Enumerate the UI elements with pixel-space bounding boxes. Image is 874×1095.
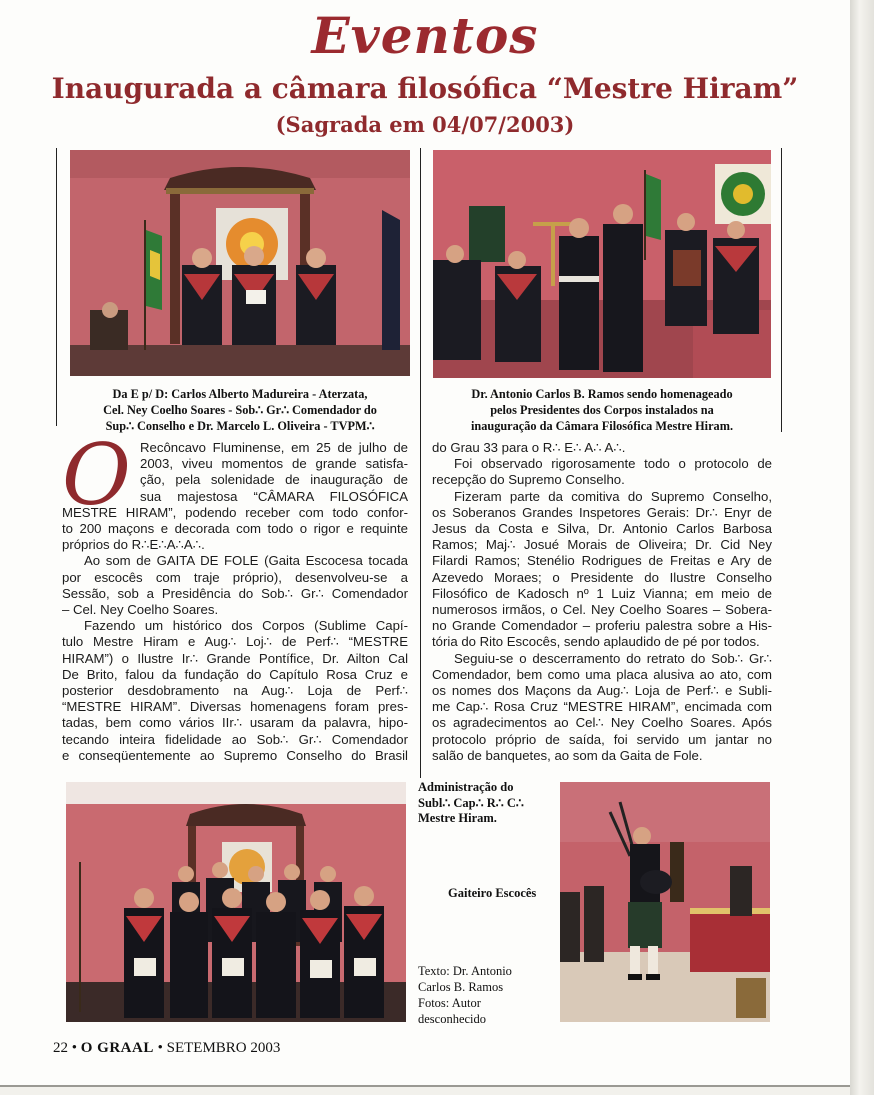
text-line: HIRAM”) o Ilustre Ir∴ Grande Pontífice, Dr. Ailton Cal — [62, 650, 408, 666]
issue-date: SETEMBRO 2003 — [166, 1040, 281, 1056]
text-line: Comendador, bem como uma placa alusiva ao ato, com — [432, 666, 772, 682]
text-line: “MESTRE HIRAM”. Diversas homenagens foram pres- — [62, 699, 408, 715]
text-line: tulo Mestre Hiram e Aug∴ Loj∴ de Perf∴ “MESTRE — [62, 634, 408, 650]
text-line: Filardi Ramos; Stenélio Rodrigues de Freitas e Ary de — [432, 553, 772, 569]
caption-ceremony-dais: Da E p/ D: Carlos Alberto Madureira - Aterzata, Cel. Ney Coelho Soares - Sob∴ Gr∴ Comendador do Sup∴ Conselho e Dr. Marcelo L. Oliveira - TVPM∴ — [103, 387, 377, 433]
text-line: Jesus da Costa e Silva, Dr. Antonio Carlos Barbosa — [432, 521, 772, 537]
text-line: Foi observado rigorosamente todo o protocolo de — [454, 456, 772, 472]
caption-group-administration: Administração do Subl∴ Cap∴ R∴ C∴ Mestre Hiram. — [418, 780, 524, 825]
article-headline: Inaugurada a câmara filosófica “Mestre Hiram” — [51, 72, 799, 105]
text-line: Seguiu-se o descerramento do retrato do Sob∴ Gr∴ — [454, 650, 772, 666]
text-line: e conseqüentemente ao Supremo Conselho do Brasil — [62, 747, 408, 763]
text-line: ção, pela solenidade de inauguração de — [140, 472, 408, 488]
text-line: protocolo próprio de saída, foi servido um jantar no — [432, 731, 772, 747]
article-left-column — [62, 426, 408, 764]
photo-ceremony-dais — [70, 150, 410, 376]
magazine-name: O GRAAL — [80, 1040, 154, 1056]
text-line: os nomes dos Maçons da Aug∴ Loja de Perf∴ e Subli- — [432, 683, 772, 699]
text-line: do Grau 33 para o R∴ E∴ A∴ A∴. — [432, 440, 626, 455]
text-line: numerosos irmãos, o Cel. Ney Coelho Soares – Sobera- — [432, 602, 772, 618]
text-line: – Cel. Ney Coelho Soares. — [62, 602, 219, 618]
column-rule — [420, 148, 421, 778]
text-line: salão de banquetes, ao som da Gaita de Fole. — [432, 747, 703, 763]
text-line: os Soberanos Grandes Inspetores Gerais: Dr∴ Enyr de — [432, 504, 772, 520]
photo-group-administration — [66, 782, 406, 1022]
text-line: por escocês com traje próprio), desenvolveu-se a — [62, 569, 408, 585]
text-line: Fizeram parte da comitiva do Supremo Conselho, — [454, 488, 772, 504]
caption-piper: Gaiteiro Escocês — [448, 886, 537, 900]
text-line: Ramos; Maj∴ Josué Morais de Oliveira; Dr. Cid Ney — [432, 537, 772, 553]
credits-text: Texto: Dr. Antonio Carlos B. Ramos — [418, 964, 512, 994]
drop-cap: O — [62, 426, 131, 524]
credits-photos: Fotos: Autor desconhecido — [418, 996, 487, 1026]
text-line: posterior desdobramento na Aug∴ Loja de Perf∴ — [62, 683, 408, 699]
page-footer — [53, 1040, 280, 1057]
text-line: Recôncavo Fluminense, em 25 de julho de — [140, 440, 408, 455]
text-line: MESTRE HIRAM”, podendo receber com todo confor- — [62, 504, 408, 520]
page-number: 22 — [53, 1040, 68, 1056]
bullet-separator: • — [71, 1040, 81, 1056]
frame-rule — [781, 148, 782, 432]
frame-rule — [56, 148, 57, 426]
caption-honoree: Dr. Antonio Carlos B. Ramos sendo homenageado pelos Presidentes dos Corpos instalados na inauguração da Câmara Filosófica Mestre Hiram. — [470, 387, 734, 433]
text-line: Azevedo Moraes; o Presidente do Ilustre Conselho — [432, 569, 772, 585]
text-line: recepção do Supremo Conselho. — [432, 472, 625, 488]
text-line: Fazendo um histórico dos Corpos (Sublime Capí- — [84, 618, 408, 634]
article-right-column — [432, 440, 772, 764]
text-line: no Grande Comendador – proferiu palestra sobre a His- — [432, 618, 772, 634]
text-line: tadas, bem como vários IIr∴ usaram da palavra, hipo- — [62, 715, 408, 731]
section-title: Eventos — [311, 6, 539, 65]
text-line: 2003, viveu momentos de grande satisfa- — [140, 456, 408, 472]
text-line: to 200 maçons e decorada com todo o rigor e requinte — [62, 521, 408, 537]
photo-bagpiper — [560, 782, 770, 1022]
text-line: Filosófico de Kadosch nº 1 Luiz Vianna; em meio de — [432, 585, 772, 601]
bullet-separator: • — [157, 1040, 167, 1056]
text-line: os agradecimentos ao Cel∴ Ney Coelho Soares. Após — [432, 715, 772, 731]
text-line: De Brito, falou da fundação do Capítulo Rosa Cruz e — [62, 666, 408, 682]
page-edge-shadow — [850, 0, 874, 1095]
text-line: Sessão, sob a Presidência do Sob∴ Gr∴ Comendador — [62, 585, 408, 601]
article-subhead: (Sagrada em 04/07/2003) — [275, 112, 575, 137]
text-line: sua majestosa “CÂMARA FILOSÓFICA — [140, 488, 408, 504]
text-line: tória do Rito Escocês, sendo aplaudido de pé por todos. — [432, 634, 760, 650]
text-line: Ao som de GAITA DE FOLE (Gaita Escocesa tocada — [84, 553, 408, 569]
text-line: tecando inteira fidelidade ao Sob∴ Gr∴ Comendador — [62, 731, 408, 747]
photo-honoree — [433, 150, 771, 378]
text-line: próprios do R∴E∴A∴A∴. — [62, 537, 205, 553]
text-line: me Cap∴ Rosa Cruz “MESTRE HIRAM”, encimada com — [432, 699, 772, 715]
